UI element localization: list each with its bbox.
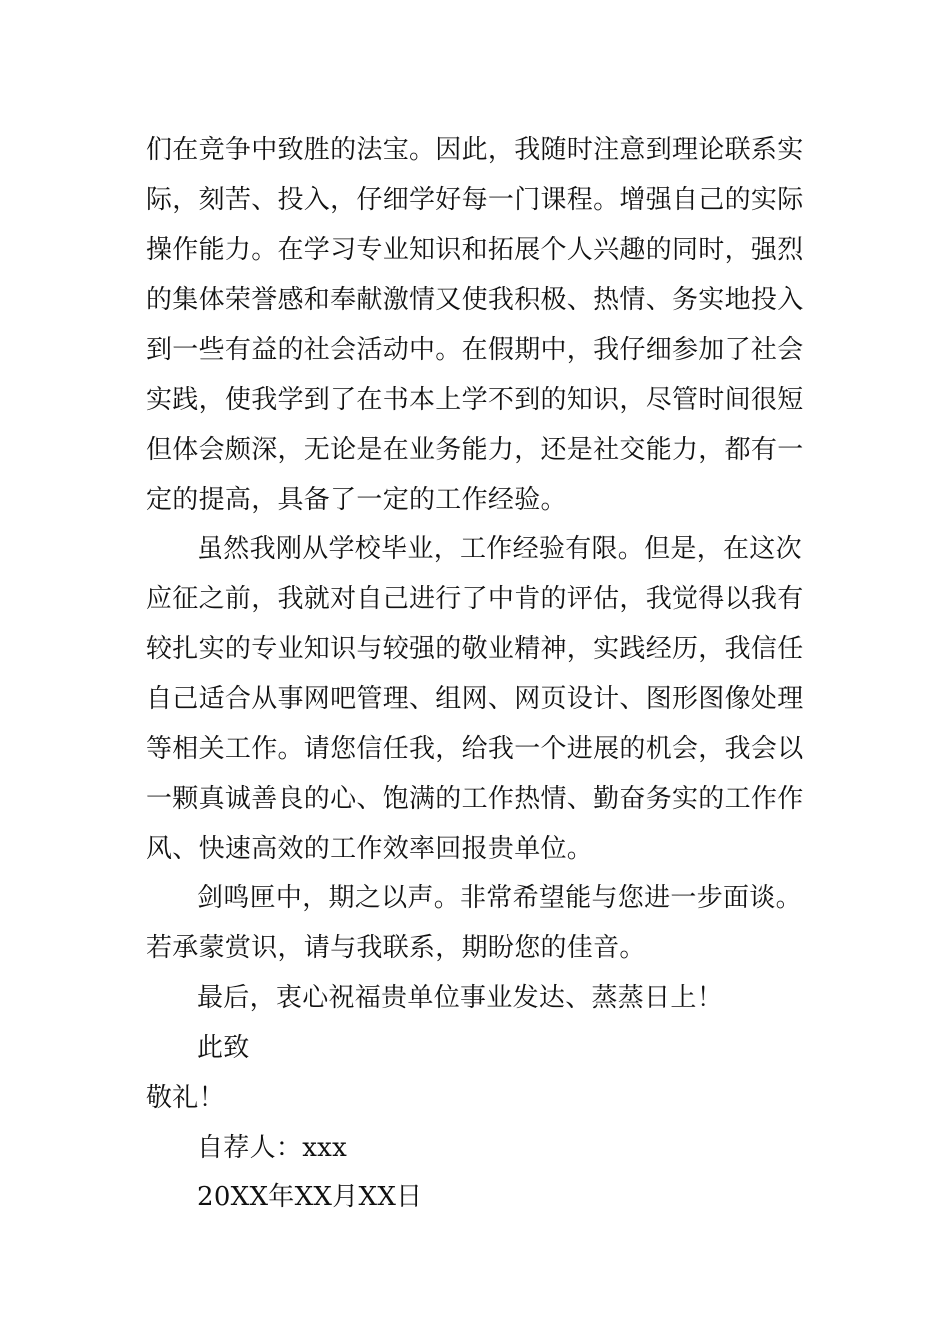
paragraph-2-line-4: 自己适合从事网吧管理、组网、网页设计、图形图像处理 — [146, 684, 804, 714]
salutation-respectfully: 此致 — [197, 1033, 250, 1063]
paragraph-1-line-2: 际，刻苦、投入，仔细学好每一门课程。增强自己的实际 — [146, 185, 804, 215]
paragraph-2-line-5: 等相关工作。请您信任我，给我一个进展的机会，我会以 — [146, 734, 804, 764]
paragraph-1-line-5: 到一些有益的社会活动中。在假期中，我仔细参加了社会 — [146, 335, 804, 365]
paragraph-2-line-1: 虽然我刚从学校毕业，工作经验有限。但是，在这次 — [197, 534, 802, 564]
paragraph-1-line-7: 但体会颇深，无论是在业务能力，还是社交能力，都有一 — [146, 435, 804, 465]
paragraph-3-line-2: 若承蒙赏识，请与我联系，期盼您的佳音。 — [146, 933, 646, 963]
paragraph-3-line-1: 剑鸣匣中，期之以声。非常希望能与您进一步面谈。 — [197, 883, 802, 913]
paragraph-1-line-4: 的集体荣誉感和奉献激情又使我积极、热情、务实地投入 — [146, 285, 804, 315]
paragraph-2-line-7: 风、快速高效的工作效率回报贵单位。 — [146, 834, 594, 864]
paragraph-2-line-3: 较扎实的专业知识与较强的敬业精神，实践经历，我信任 — [146, 634, 804, 664]
paragraph-1-line-1: 们在竞争中致胜的法宝。因此，我随时注意到理论联系实 — [146, 135, 804, 165]
paragraph-2-line-2: 应征之前，我就对自己进行了中肯的评估，我觉得以我有 — [146, 584, 804, 614]
paragraph-1-line-3: 操作能力。在学习专业知识和拓展个人兴趣的同时，强烈 — [146, 235, 804, 265]
signature: 自荐人：xxx — [197, 1133, 348, 1163]
closing-wish: 最后，衷心祝福贵单位事业发达、蒸蒸日上！ — [197, 983, 724, 1013]
salutation-regards: 敬礼！ — [146, 1083, 225, 1113]
paragraph-2-line-6: 一颗真诚善良的心、饱满的工作热情、勤奋务实的工作作 — [146, 784, 804, 814]
paragraph-1-line-6: 实践，使我学到了在书本上学不到的知识，尽管时间很短 — [146, 385, 804, 415]
paragraph-1-line-8: 定的提高，具备了一定的工作经验。 — [146, 485, 567, 515]
date: 20XX年XX月XX日 — [197, 1182, 423, 1212]
